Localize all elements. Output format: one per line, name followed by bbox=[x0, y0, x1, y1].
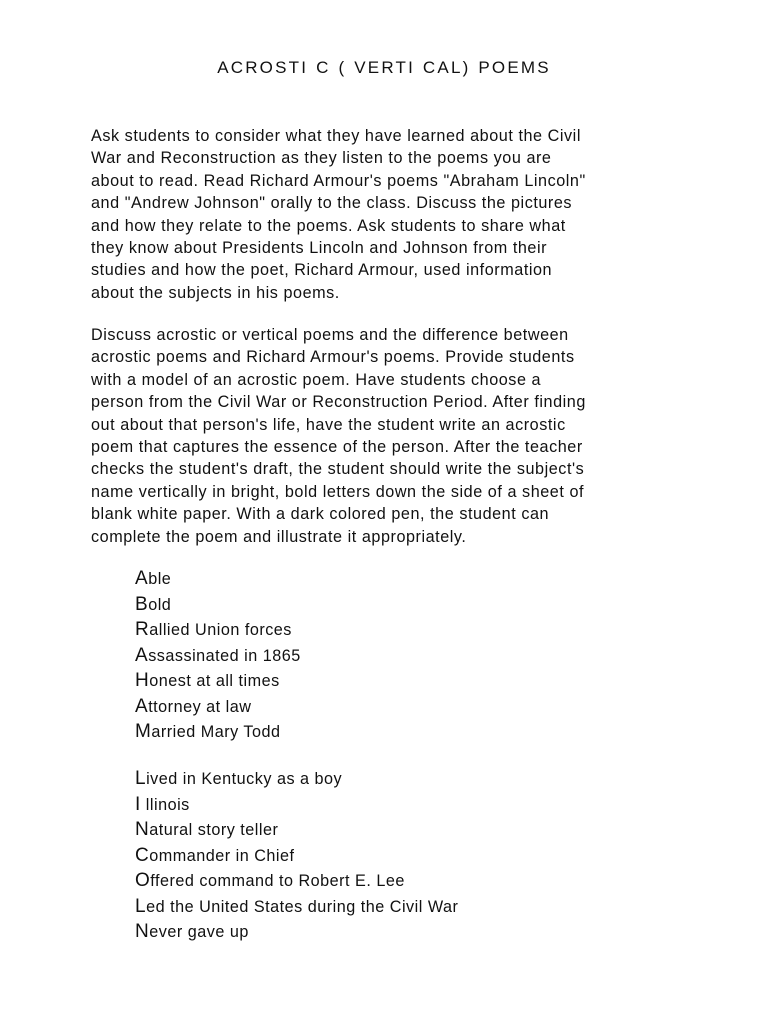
poem-line bbox=[135, 817, 458, 843]
acrostic-initial: L bbox=[135, 895, 147, 917]
paragraph-line: with a model of an acrostic poem. Have students choose a bbox=[91, 370, 542, 389]
paragraph-line: Ask students to consider what they have learned about the Civil bbox=[91, 127, 581, 145]
poem-line-text: ever gave up bbox=[149, 923, 249, 941]
poem-line bbox=[135, 919, 458, 945]
acrostic-initial: H bbox=[135, 670, 150, 691]
paragraph-line: acrostic poems and Richard Armour's poems. Provide students bbox=[91, 348, 575, 367]
poem-line bbox=[135, 894, 458, 920]
acrostic-initial: L bbox=[135, 768, 147, 789]
paragraph-line: name vertically in bright, bold letters down the side of a sheet of bbox=[91, 482, 585, 501]
poem-line-text: allied Union forces bbox=[149, 621, 292, 639]
poem-line-text: ble bbox=[148, 570, 172, 588]
paragraph-line: person from the Civil War or Reconstruction Period. After finding bbox=[91, 393, 586, 412]
acrostic-initial: O bbox=[135, 870, 151, 891]
poem-line bbox=[135, 868, 458, 894]
paragraph-line: they know about Presidents Lincoln and Johnson from their bbox=[91, 239, 548, 258]
poem-line bbox=[135, 643, 301, 669]
acrostic-initial: A bbox=[135, 695, 149, 717]
poem-line bbox=[135, 566, 301, 592]
poem-line bbox=[135, 792, 458, 818]
paragraph-line: blank white paper. With a dark colored pen, the student can bbox=[91, 505, 550, 524]
acrostic-initial: A bbox=[135, 644, 149, 666]
poem-line bbox=[135, 592, 301, 618]
instructions-paragraph bbox=[91, 324, 691, 548]
poem-line bbox=[135, 843, 458, 869]
poem-line-text: atural story teller bbox=[149, 821, 279, 839]
page-title: ACROSTI C ( VERTI CAL) POEMS bbox=[217, 58, 551, 77]
paragraph-line: about to read. Read Richard Armour's poems "Abraham Lincoln" bbox=[91, 171, 586, 190]
poem-line bbox=[135, 668, 301, 694]
poem-line-text: arried Mary Todd bbox=[151, 723, 281, 741]
paragraph-line: poem that captures the essence of the person. After the teacher bbox=[91, 438, 583, 457]
poem-line-text: onest at all times bbox=[149, 672, 280, 690]
paragraph-line: studies and how the poet, Richard Armour, used information bbox=[91, 261, 553, 280]
poem-line-text: ommander in Chief bbox=[149, 846, 295, 865]
poem-line-text: old bbox=[148, 595, 172, 614]
acrostic-poem-abraham bbox=[135, 566, 301, 745]
acrostic-initial: R bbox=[135, 619, 150, 640]
paragraph-line: complete the poem and illustrate it appropriately. bbox=[91, 527, 467, 546]
paragraph-line: and how they relate to the poems. Ask students to share what bbox=[91, 216, 566, 235]
acrostic-initial: A bbox=[135, 568, 149, 589]
poem-line bbox=[135, 719, 301, 745]
acrostic-initial: I bbox=[135, 793, 141, 815]
intro-paragraph bbox=[91, 125, 691, 304]
poem-line bbox=[135, 694, 301, 720]
paragraph-line: out about that person's life, have the student write an acrostic bbox=[91, 415, 566, 434]
poem-line-text: ttorney at law bbox=[148, 697, 252, 716]
acrostic-poem-lincoln bbox=[135, 766, 458, 945]
poem-line bbox=[135, 617, 301, 643]
acrostic-initial: M bbox=[135, 721, 152, 742]
paragraph-line: and "Andrew Johnson" orally to the class. Discuss the pictures bbox=[91, 194, 573, 213]
poem-line-text: ived in Kentucky as a boy bbox=[146, 770, 343, 788]
poem-line-text: ffered command to Robert E. Lee bbox=[150, 872, 405, 890]
poem-line-text: llinois bbox=[140, 795, 190, 814]
poem-line-text: ssassinated in 1865 bbox=[148, 646, 301, 665]
paragraph-line: War and Reconstruction as they listen to the poems you are bbox=[91, 149, 552, 168]
acrostic-initial: B bbox=[135, 593, 149, 615]
poem-line bbox=[135, 766, 458, 792]
paragraph-line: Discuss acrostic or vertical poems and the difference between bbox=[91, 326, 569, 344]
acrostic-initial: C bbox=[135, 844, 150, 866]
acrostic-initial: N bbox=[135, 921, 150, 942]
paragraph-line: checks the student's draft, the student should write the subject's bbox=[91, 460, 585, 479]
poem-line-text: ed the United States during the Civil War bbox=[146, 897, 459, 916]
paragraph-line: about the subjects in his poems. bbox=[91, 283, 340, 302]
acrostic-initial: N bbox=[135, 819, 150, 840]
